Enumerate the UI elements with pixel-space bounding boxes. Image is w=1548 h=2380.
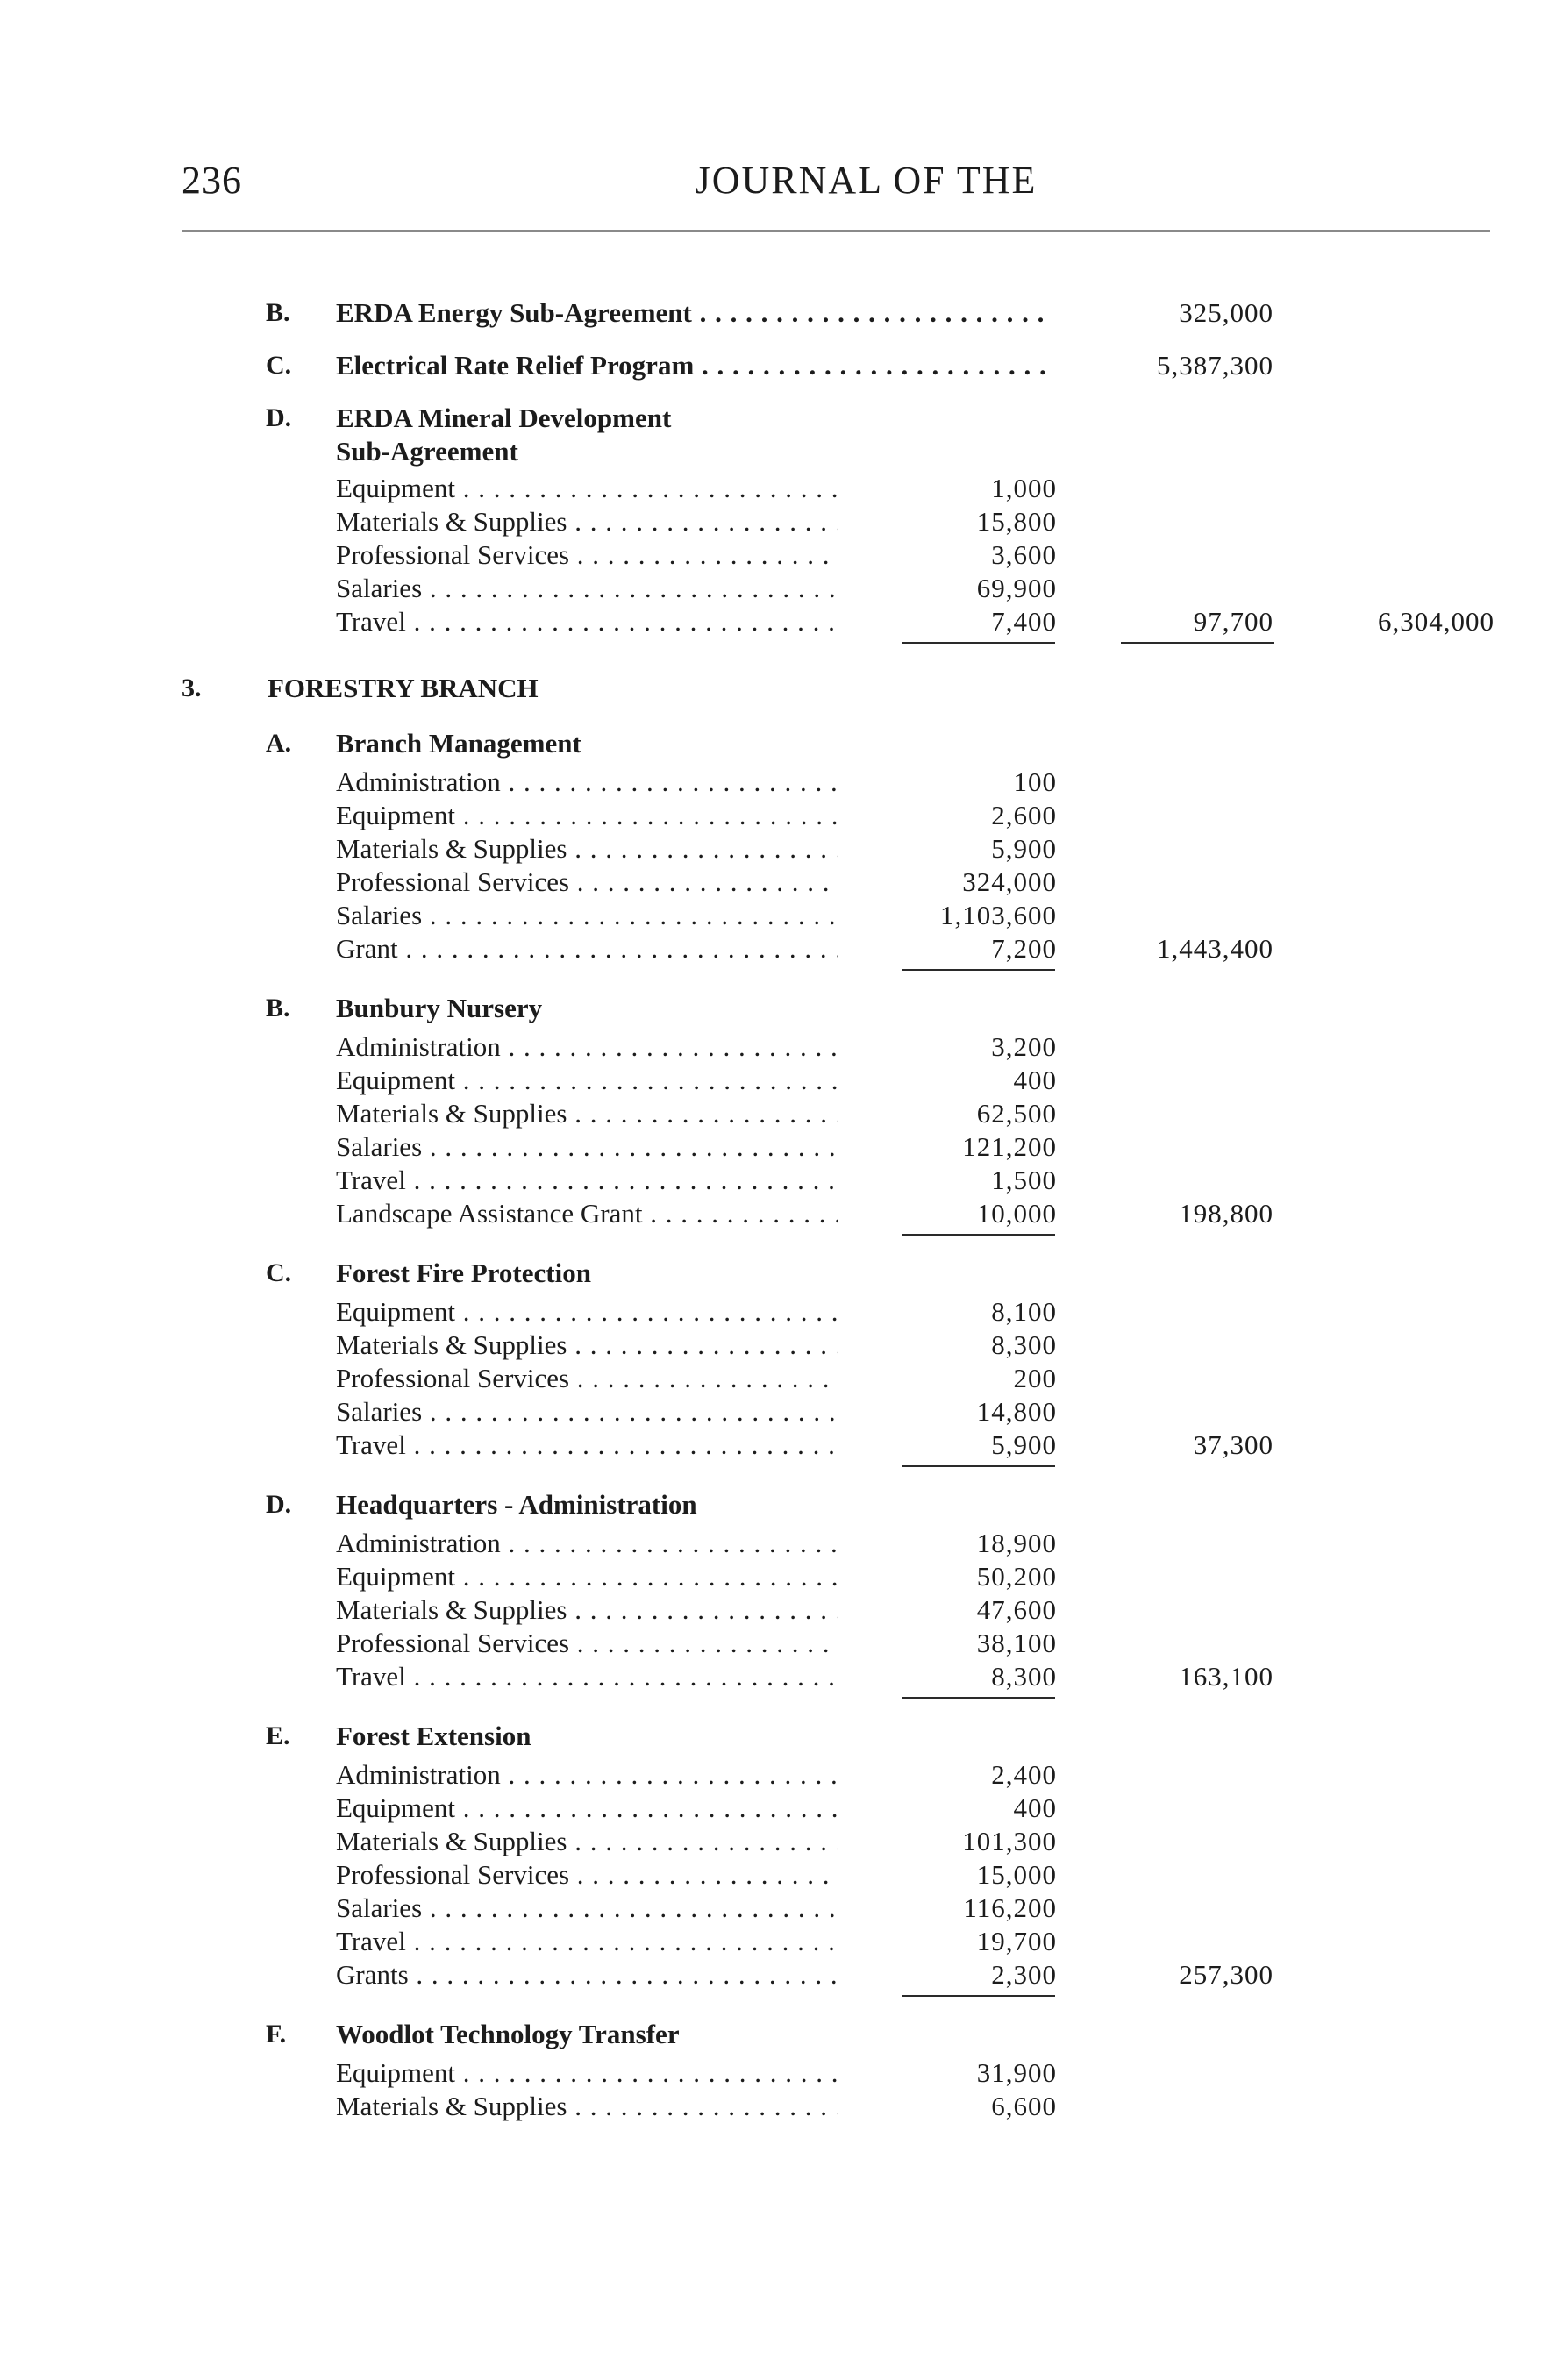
ledger-row	[0, 1030, 1548, 1064]
page-number: 236	[182, 159, 242, 202]
subheading-letter: F.	[266, 2020, 287, 2049]
ledger-row	[0, 766, 1548, 799]
subheading-letter: D.	[266, 403, 292, 432]
subtotal-amount: 163,100	[1179, 1661, 1273, 1692]
ledger-row	[0, 1792, 1548, 1825]
subheading-title: Electrical Rate Relief Program . . .	[336, 349, 1051, 382]
subtotal-amount: 198,800	[1179, 1198, 1273, 1229]
line-item-amount: 47,600	[976, 1594, 1057, 1625]
subheading-title-continued: Sub-Agreement	[336, 436, 518, 467]
ledger-row	[0, 1958, 1548, 1992]
subtotal-amount: 97,700	[1193, 606, 1273, 637]
line-item-amount: 8,100	[991, 1296, 1057, 1327]
ledger-row	[0, 727, 1548, 760]
line-item-label: Salaries . . .	[336, 572, 838, 605]
line-item-label: Salaries . . .	[336, 1130, 838, 1164]
ledger-row	[0, 799, 1548, 832]
subheading-letter: E.	[266, 1721, 290, 1750]
line-item-amount: 2,300	[991, 1959, 1057, 1990]
subheading-letter: C.	[266, 351, 292, 380]
line-item-amount: 400	[1013, 1065, 1057, 1095]
ledger-row	[0, 1064, 1548, 1097]
subtotal-amount: 257,300	[1179, 1959, 1273, 1990]
subheading-letter: A.	[266, 729, 292, 758]
line-item-amount: 5,900	[991, 833, 1057, 864]
amount-underline	[902, 1234, 1055, 1236]
ledger-row	[0, 1395, 1548, 1429]
line-item-amount: 116,200	[963, 1892, 1057, 1923]
line-item-label: Professional Services . . .	[336, 1627, 838, 1660]
line-item-amount: 5,900	[991, 1429, 1057, 1460]
ledger-row	[0, 1758, 1548, 1792]
line-item-amount: 324,000	[962, 866, 1057, 897]
line-item-amount: 50,200	[976, 1561, 1057, 1592]
ledger-row	[0, 1825, 1548, 1858]
ledger-row	[0, 1295, 1548, 1329]
ledger-row	[0, 296, 1548, 330]
line-item-label: Materials & Supplies . . .	[336, 1593, 838, 1627]
line-item-label: Equipment . . .	[336, 1295, 838, 1329]
ledger-row	[0, 672, 1548, 705]
line-item-amount: 2,400	[991, 1759, 1057, 1790]
line-item-label: Materials & Supplies . . .	[336, 1329, 838, 1362]
line-item-label: Equipment . . .	[336, 2056, 838, 2090]
line-item-amount: 8,300	[991, 1661, 1057, 1692]
line-item-label: Equipment . . .	[336, 1560, 838, 1593]
line-item-amount: 19,700	[976, 1926, 1057, 1956]
subheading-letter: C.	[266, 1258, 292, 1287]
line-item-label: Administration . . .	[336, 1758, 838, 1792]
running-head: JOURNAL OF THE	[695, 159, 1038, 202]
ledger-row	[0, 505, 1548, 538]
subheading-title: Bunbury Nursery	[336, 993, 543, 1023]
line-item-amount: 3,200	[991, 1031, 1057, 1062]
line-item-label: Grant . . .	[336, 932, 838, 966]
amount-underline	[902, 642, 1055, 644]
subtotal-amount: 37,300	[1193, 1429, 1273, 1460]
line-item-amount: 15,000	[976, 1859, 1057, 1890]
ledger-row	[0, 1892, 1548, 1925]
line-item-label: Salaries . . .	[336, 899, 838, 932]
ledger-row	[0, 472, 1548, 505]
line-item-label: Professional Services . . .	[336, 1362, 838, 1395]
ledger-row	[0, 349, 1548, 382]
line-item-label: Travel . . .	[336, 1164, 838, 1197]
section-title: FORESTRY BRANCH	[268, 673, 539, 703]
line-item-amount: 15,800	[976, 506, 1057, 537]
line-item-label: Professional Services . . .	[336, 866, 838, 899]
line-item-amount: 400	[1013, 1792, 1057, 1823]
subheading-title: Forest Extension	[336, 1721, 531, 1751]
line-item-label: Professional Services . . .	[336, 538, 838, 572]
subheading-title: ERDA Energy Sub-Agreement . . .	[336, 296, 1051, 330]
ledger-row	[0, 1130, 1548, 1164]
line-item-amount: 1,500	[991, 1165, 1057, 1195]
ledger-row	[0, 1925, 1548, 1958]
line-item-label: Materials & Supplies . . .	[336, 505, 838, 538]
line-item-label: Administration . . .	[336, 766, 838, 799]
line-item-amount: 62,500	[976, 1098, 1057, 1129]
subtotal-amount: 5,387,300	[1157, 350, 1273, 381]
subheading-title: Headquarters - Administration	[336, 1489, 697, 1520]
line-item-amount: 14,800	[976, 1396, 1057, 1427]
line-item-label: Equipment . . .	[336, 1792, 838, 1825]
line-item-amount: 8,300	[991, 1329, 1057, 1360]
ledger-row	[0, 1593, 1548, 1627]
line-item-label: Travel . . .	[336, 605, 838, 638]
line-item-amount: 1,000	[991, 473, 1057, 503]
ledger-row	[0, 2018, 1548, 2051]
line-item-label: Administration . . .	[336, 1030, 838, 1064]
line-item-amount: 2,600	[991, 800, 1057, 830]
amount-underline	[902, 1697, 1055, 1699]
subheading-letter: B.	[266, 994, 290, 1023]
line-item-amount: 6,600	[991, 2091, 1057, 2121]
line-item-amount: 69,900	[976, 573, 1057, 603]
section-number: 3.	[182, 673, 202, 702]
line-item-label: Salaries . . .	[336, 1892, 838, 1925]
line-item-label: Salaries . . .	[336, 1395, 838, 1429]
ledger-row	[0, 435, 1548, 468]
line-item-amount: 200	[1013, 1363, 1057, 1393]
line-item-amount: 10,000	[976, 1198, 1057, 1229]
ledger-row	[0, 1858, 1548, 1892]
line-item-label: Travel . . .	[336, 1429, 838, 1462]
ledger-row	[0, 1488, 1548, 1521]
ledger-row	[0, 1197, 1548, 1230]
ledger-row	[0, 402, 1548, 435]
line-item-label: Travel . . .	[336, 1660, 838, 1693]
ledger-row	[0, 899, 1548, 932]
ledger-row	[0, 1257, 1548, 1290]
line-item-label: Materials & Supplies . . .	[336, 1825, 838, 1858]
ledger-row	[0, 1362, 1548, 1395]
line-item-label: Grants . . .	[336, 1958, 838, 1992]
ledger-row	[0, 1720, 1548, 1753]
ledger-row	[0, 992, 1548, 1025]
ledger-row	[0, 1527, 1548, 1560]
ledger-row	[0, 1627, 1548, 1660]
subtotal-amount: 1,443,400	[1157, 933, 1273, 964]
line-item-amount: 1,103,600	[940, 900, 1057, 930]
ledger-row	[0, 1164, 1548, 1197]
subheading-letter: B.	[266, 298, 290, 327]
line-item-amount: 31,900	[976, 2057, 1057, 2088]
line-item-label: Administration . . .	[336, 1527, 838, 1560]
line-item-label: Materials & Supplies . . .	[336, 1097, 838, 1130]
ledger-row	[0, 866, 1548, 899]
subheading-title: Branch Management	[336, 728, 581, 759]
ledger-row	[0, 538, 1548, 572]
line-item-label: Landscape Assistance Grant . . .	[336, 1197, 838, 1230]
line-item-label: Travel . . .	[336, 1925, 838, 1958]
amount-underline	[902, 1995, 1055, 1997]
subheading-title: Woodlot Technology Transfer	[336, 2019, 680, 2049]
ledger-row	[0, 605, 1548, 638]
line-item-amount: 18,900	[976, 1528, 1057, 1558]
ledger-row	[0, 1329, 1548, 1362]
ledger-row	[0, 932, 1548, 966]
subtotal-underline	[1121, 642, 1274, 644]
amount-underline	[902, 969, 1055, 971]
line-item-amount: 121,200	[962, 1131, 1057, 1162]
line-item-amount: 7,400	[991, 606, 1057, 637]
line-item-label: Equipment . . .	[336, 1064, 838, 1097]
line-item-amount: 3,600	[991, 539, 1057, 570]
subheading-title: ERDA Mineral Development	[336, 403, 672, 433]
line-item-label: Equipment . . .	[336, 799, 838, 832]
subtotal-amount: 325,000	[1179, 297, 1273, 328]
subheading-title: Forest Fire Protection	[336, 1258, 591, 1288]
ledger-row	[0, 1660, 1548, 1693]
line-item-amount: 7,200	[991, 933, 1057, 964]
ledger-row	[0, 1429, 1548, 1462]
subheading-letter: D.	[266, 1490, 292, 1519]
ledger-row	[0, 2090, 1548, 2123]
ledger-row	[0, 1560, 1548, 1593]
line-item-label: Equipment . . .	[336, 472, 838, 505]
line-item-label: Materials & Supplies . . .	[336, 832, 838, 866]
ledger-row	[0, 2056, 1548, 2090]
line-item-amount: 100	[1013, 766, 1057, 797]
ledger-row	[0, 1097, 1548, 1130]
total-amount: 6,304,000	[1378, 606, 1494, 637]
ledger-row	[0, 572, 1548, 605]
line-item-label: Professional Services . . .	[336, 1858, 838, 1892]
line-item-label: Materials & Supplies . . .	[336, 2090, 838, 2123]
line-item-amount: 101,300	[962, 1826, 1057, 1856]
amount-underline	[902, 1465, 1055, 1467]
line-item-amount: 38,100	[976, 1628, 1057, 1658]
ledger-row	[0, 832, 1548, 866]
header-rule	[182, 230, 1490, 232]
